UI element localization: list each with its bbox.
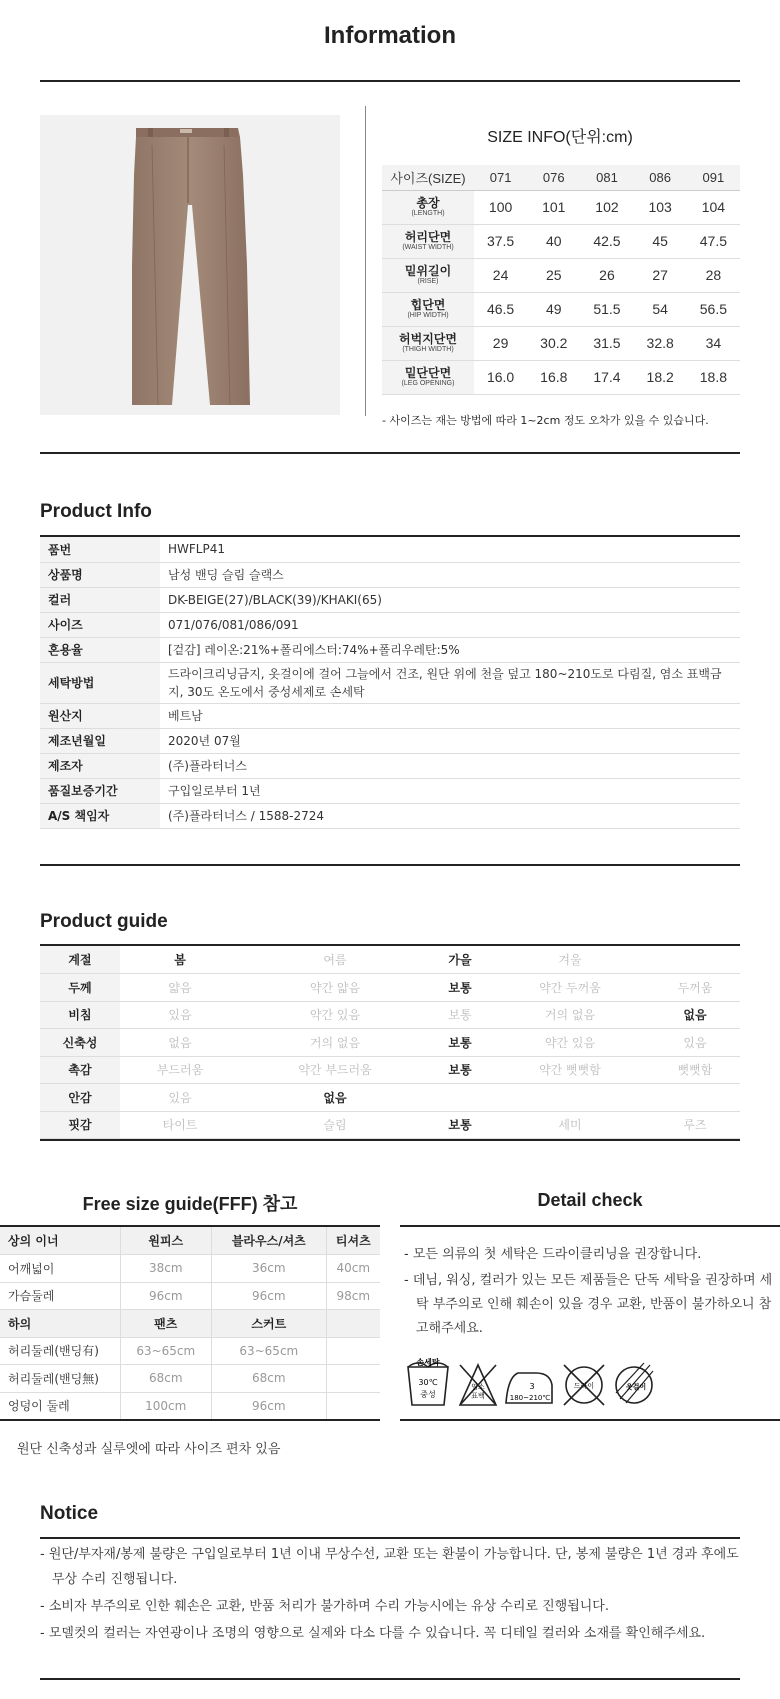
size-cell: 26: [580, 258, 633, 292]
size-table: [382, 165, 740, 395]
size-row-label: [382, 224, 474, 258]
guide-option: 없음: [650, 1001, 740, 1029]
no-dry-clean-icon: [564, 1365, 604, 1405]
icon-label: 드라이: [573, 1382, 595, 1390]
size-row-label: [382, 292, 474, 326]
table-row: [40, 753, 740, 778]
notice-title: Notice: [40, 1503, 99, 1524]
size-cell: 40: [527, 224, 580, 258]
guide-option: 여름: [240, 946, 430, 974]
size-cell: 29: [474, 326, 527, 360]
table-header-cell: 티셔츠: [326, 1227, 380, 1255]
guide-option: 있음: [650, 1029, 740, 1057]
table-key: 허리둘레(밴딩無): [0, 1365, 120, 1393]
size-cell: 104: [687, 190, 740, 224]
guide-option: 있음: [120, 1084, 240, 1112]
guide-option: 없음: [120, 1029, 240, 1057]
free-size-guide-title: Free size guide(FFF) 참고: [82, 1194, 298, 1214]
table-cell: 68cm: [120, 1365, 212, 1393]
list-item: - 데님, 워싱, 컬러가 있는 모든 제품들은 단독 세탁을 권장하며 세탁 부주의로 인해 훼손이 있을 경우 교환, 반품이 불가하오니 참고해주세요.: [404, 1273, 773, 1336]
guide-key: 계절: [40, 946, 120, 974]
divider: [40, 80, 740, 82]
guide-key: 촉감: [40, 1056, 120, 1084]
table-cell: 38cm: [120, 1255, 212, 1283]
size-row: [382, 360, 740, 394]
table-row: [40, 778, 740, 803]
divider: [40, 864, 740, 866]
guide-option: 있음: [120, 1001, 240, 1029]
size-row: [382, 190, 740, 224]
size-row-label-ko: 힙단면: [410, 297, 446, 312]
size-col: 071: [474, 165, 527, 190]
divider: [40, 452, 740, 454]
size-cell: 49: [527, 292, 580, 326]
divider: [400, 1225, 780, 1227]
size-cell: 51.5: [580, 292, 633, 326]
size-cell: 37.5: [474, 224, 527, 258]
product-guide-table: [40, 946, 740, 1139]
care-icons: [404, 1355, 664, 1415]
table-header-cell: 하의: [0, 1310, 120, 1338]
detail-check-list: [404, 1243, 776, 1343]
hand-wash-icon: [408, 1357, 448, 1405]
free-size-table: [0, 1227, 380, 1420]
divider: [400, 1419, 780, 1421]
table-key: 엉덩이 둘레: [0, 1392, 120, 1420]
size-row-label: [382, 326, 474, 360]
size-cell: 17.4: [580, 360, 633, 394]
table-row: [40, 612, 740, 637]
iron-icon: [506, 1373, 552, 1403]
info-key: 컬러: [40, 587, 160, 612]
guide-option: 겨울: [490, 946, 650, 974]
info-key: 원산지: [40, 703, 160, 728]
info-value: 2020년 07월: [160, 728, 740, 753]
icon-label: 표백: [471, 1392, 485, 1400]
size-cell: 18.8: [687, 360, 740, 394]
guide-option: 루즈: [650, 1111, 740, 1139]
table-row: [40, 703, 740, 728]
size-row-label-ko: 허리단면: [404, 229, 452, 244]
size-cell: 24: [474, 258, 527, 292]
icon-label: 30℃: [418, 1378, 438, 1387]
table-cell: 96cm: [212, 1282, 327, 1310]
size-row-label: [382, 258, 474, 292]
table-cell: [326, 1365, 380, 1393]
size-cell: 30.2: [527, 326, 580, 360]
size-row-label-ko: 밑단단면: [404, 365, 452, 380]
table-row: [40, 587, 740, 612]
table-key: 어깨넓이: [0, 1255, 120, 1283]
guide-option: 약간 얇음: [240, 974, 430, 1002]
size-row: [382, 326, 740, 360]
size-col: 076: [527, 165, 580, 190]
info-value: DK-BEIGE(27)/BLACK(39)/KHAKI(65): [160, 587, 740, 612]
table-key: 가슴둘레: [0, 1282, 120, 1310]
table-row: [40, 637, 740, 662]
icon-label: 옷걸이: [625, 1383, 647, 1391]
info-key: 세탁방법: [40, 662, 160, 703]
table-row: [40, 728, 740, 753]
size-cell: 103: [634, 190, 687, 224]
size-row: [382, 292, 740, 326]
size-row-label-en: (LENGTH): [411, 210, 445, 218]
info-key: 사이즈: [40, 612, 160, 637]
guide-option: 약간 있음: [240, 1001, 430, 1029]
detail-check-title: Detail check: [537, 1190, 643, 1210]
info-key: 제조자: [40, 753, 160, 778]
guide-option: 보통: [430, 1001, 490, 1029]
info-value: (주)플라터너스: [160, 753, 740, 778]
list-item: - 모든 의류의 첫 세탁은 드라이클리닝을 권장합니다.: [404, 1247, 702, 1262]
info-value: 남성 밴딩 슬림 슬랙스: [160, 562, 740, 587]
table-header-cell: 스커트: [212, 1310, 327, 1338]
size-cell: 47.5: [687, 224, 740, 258]
size-cell: 32.8: [634, 326, 687, 360]
guide-key: 신축성: [40, 1029, 120, 1057]
size-cell: 31.5: [580, 326, 633, 360]
size-row-label: [382, 190, 474, 224]
table-cell: 40cm: [326, 1255, 380, 1283]
table-header-row: [0, 1310, 380, 1338]
guide-option: 슬림: [240, 1111, 430, 1139]
table-row: [0, 1337, 380, 1365]
info-key: A/S 책임자: [40, 803, 160, 828]
table-row: [40, 662, 740, 703]
table-cell: 68cm: [212, 1365, 327, 1393]
size-cell: 101: [527, 190, 580, 224]
icon-label: 중성: [420, 1390, 436, 1399]
table-header-row: [0, 1227, 380, 1255]
guide-option: 세미: [490, 1111, 650, 1139]
guide-option: 타이트: [120, 1111, 240, 1139]
table-row: [40, 1111, 740, 1139]
guide-key: 핏감: [40, 1111, 120, 1139]
size-row-label-en: (HIP WIDTH): [407, 312, 449, 320]
size-cell: 16.0: [474, 360, 527, 394]
size-cell: 100: [474, 190, 527, 224]
product-image[interactable]: [40, 115, 340, 415]
guide-option: 없음: [240, 1084, 430, 1112]
icon-label: 염소: [471, 1383, 485, 1391]
table-cell: 96cm: [212, 1392, 327, 1420]
size-row-label-en: (RISE): [417, 278, 439, 286]
size-info-title: SIZE INFO(단위:cm): [487, 129, 633, 146]
table-row: [40, 1084, 740, 1112]
guide-option: 가을: [430, 946, 490, 974]
table-cell: [326, 1392, 380, 1420]
size-cell: 27: [634, 258, 687, 292]
size-cell: 46.5: [474, 292, 527, 326]
table-header-cell: 원피스: [120, 1227, 212, 1255]
table-row: [0, 1365, 380, 1393]
table-row: [40, 562, 740, 587]
hang-dry-shade-icon: [616, 1363, 653, 1403]
guide-option: 약간 뻣뻣함: [490, 1056, 650, 1084]
divider: [0, 1419, 380, 1421]
guide-option: 보통: [430, 974, 490, 1002]
table-row: [0, 1282, 380, 1310]
size-row-label-ko: 허벅지단면: [399, 331, 457, 346]
info-key: 품질보증기간: [40, 778, 160, 803]
size-row-label: [382, 360, 474, 394]
table-row: [40, 803, 740, 828]
table-row: [40, 974, 740, 1002]
size-cell: 34: [687, 326, 740, 360]
guide-key: 안감: [40, 1084, 120, 1112]
guide-key: 두께: [40, 974, 120, 1002]
size-note: - 사이즈는 재는 방법에 따라 1~2cm 정도 오차가 있을 수 있습니다.: [382, 414, 709, 427]
size-row-label-en: (LEG OPENING): [401, 380, 455, 388]
table-row: [0, 1392, 380, 1420]
guide-option: [650, 1084, 740, 1112]
size-cell: 56.5: [687, 292, 740, 326]
size-cell: 28: [687, 258, 740, 292]
table-cell: 36cm: [212, 1255, 327, 1283]
table-header-cell: 상의 이너: [0, 1227, 120, 1255]
table-row: [40, 946, 740, 974]
product-info-title: Product Info: [40, 501, 152, 522]
table-cell: 63~65cm: [212, 1337, 327, 1365]
size-cell: 18.2: [634, 360, 687, 394]
guide-option: [490, 1084, 650, 1112]
table-header-cell: 블라우스/셔츠: [212, 1227, 327, 1255]
guide-option: [650, 946, 740, 974]
table-key: 허리둘레(밴딩有): [0, 1337, 120, 1365]
size-header-label: 사이즈(SIZE): [382, 165, 474, 190]
no-bleach-icon: [460, 1365, 496, 1405]
list-item: - 원단/부자재/봉제 불량은 구입일로부터 1년 이내 무상수선, 교환 또는 환불이 가능합니다. 단, 봉제 불량은 1년 경과 후에도 무상 수리 진행됩니다.: [40, 1547, 739, 1587]
icon-label: 3: [529, 1382, 535, 1391]
table-cell: 100cm: [120, 1392, 212, 1420]
icon-label: 손세탁: [416, 1358, 440, 1367]
table-cell: 98cm: [326, 1282, 380, 1310]
table-row: [0, 1255, 380, 1283]
size-col: 086: [634, 165, 687, 190]
table-row: [40, 537, 740, 562]
guide-option: 거의 없음: [490, 1001, 650, 1029]
info-value: 구입일로부터 1년: [160, 778, 740, 803]
table-row: [40, 1056, 740, 1084]
size-cell: 16.8: [527, 360, 580, 394]
list-item: - 모델컷의 컬러는 자연광이나 조명의 영향으로 실제와 다소 다를 수 있습니다. 꼭 디테일 컬러와 소재를 확인해주세요.: [40, 1626, 706, 1641]
info-value: (주)플라터너스 / 1588-2724: [160, 803, 740, 828]
guide-option: 두꺼움: [650, 974, 740, 1002]
size-cell: 42.5: [580, 224, 633, 258]
size-header-row: [382, 165, 740, 190]
divider: [40, 1537, 740, 1539]
guide-option: [430, 1084, 490, 1112]
table-cell: 96cm: [120, 1282, 212, 1310]
size-row-label-ko: 총장: [416, 195, 440, 210]
vertical-divider: [365, 106, 366, 416]
table-header-cell: 팬츠: [120, 1310, 212, 1338]
table-row: [40, 1001, 740, 1029]
divider: [40, 1678, 740, 1680]
info-value: HWFLP41: [160, 537, 740, 562]
table-cell: [326, 1337, 380, 1365]
icon-label: 180~210℃: [509, 1394, 551, 1402]
size-row-label-en: (WAIST WIDTH): [402, 244, 454, 252]
divider: [40, 1139, 740, 1141]
guide-key: 비침: [40, 1001, 120, 1029]
guide-option: 약간 부드러움: [240, 1056, 430, 1084]
size-cell: 102: [580, 190, 633, 224]
list-item: - 소비자 부주의로 인한 훼손은 교환, 반품 처리가 불가하며 수리 가능시에는 유상 수리로 진행됩니다.: [40, 1599, 609, 1614]
info-value: 베트남: [160, 703, 740, 728]
guide-option: 봄: [120, 946, 240, 974]
guide-option: 뻣뻣함: [650, 1056, 740, 1084]
product-guide-title: Product guide: [40, 911, 168, 932]
notice-list: [40, 1542, 740, 1648]
guide-option: 얇음: [120, 974, 240, 1002]
table-row: [40, 1029, 740, 1057]
guide-option: 보통: [430, 1029, 490, 1057]
guide-option: 약간 있음: [490, 1029, 650, 1057]
info-key: 상품명: [40, 562, 160, 587]
product-info-table: [40, 537, 740, 829]
guide-option: 약간 두꺼움: [490, 974, 650, 1002]
table-header-cell: [326, 1310, 380, 1338]
guide-option: 부드러움: [120, 1056, 240, 1084]
size-cell: 25: [527, 258, 580, 292]
free-size-note: 원단 신축성과 실루엣에 따라 사이즈 편차 있음: [17, 1442, 281, 1457]
table-cell: 63~65cm: [120, 1337, 212, 1365]
info-value: 드라이크리닝금지, 옷걸이에 걸어 그늘에서 건조, 원단 위에 천을 덮고 180~210도로 다림질, 염소 표백금지, 30도 온도에서 중성세제로 손세탁: [160, 662, 740, 703]
size-cell: 54: [634, 292, 687, 326]
info-value: [겉감] 레이온:21%+폴리에스터:74%+폴리우레탄:5%: [160, 637, 740, 662]
info-key: 품번: [40, 537, 160, 562]
size-col: 081: [580, 165, 633, 190]
guide-option: 보통: [430, 1111, 490, 1139]
info-key: 제조년월일: [40, 728, 160, 753]
size-row-label-ko: 밑위길이: [404, 263, 452, 278]
size-row: [382, 224, 740, 258]
pants-illustration: [40, 115, 340, 415]
guide-option: 거의 없음: [240, 1029, 430, 1057]
info-key: 혼용율: [40, 637, 160, 662]
info-value: 071/076/081/086/091: [160, 612, 740, 637]
size-col: 091: [687, 165, 740, 190]
size-row-label-en: (THIGH WIDTH): [402, 346, 454, 354]
size-cell: 45: [634, 224, 687, 258]
size-row: [382, 258, 740, 292]
guide-option: 보통: [430, 1056, 490, 1084]
information-title: Information: [324, 22, 456, 49]
